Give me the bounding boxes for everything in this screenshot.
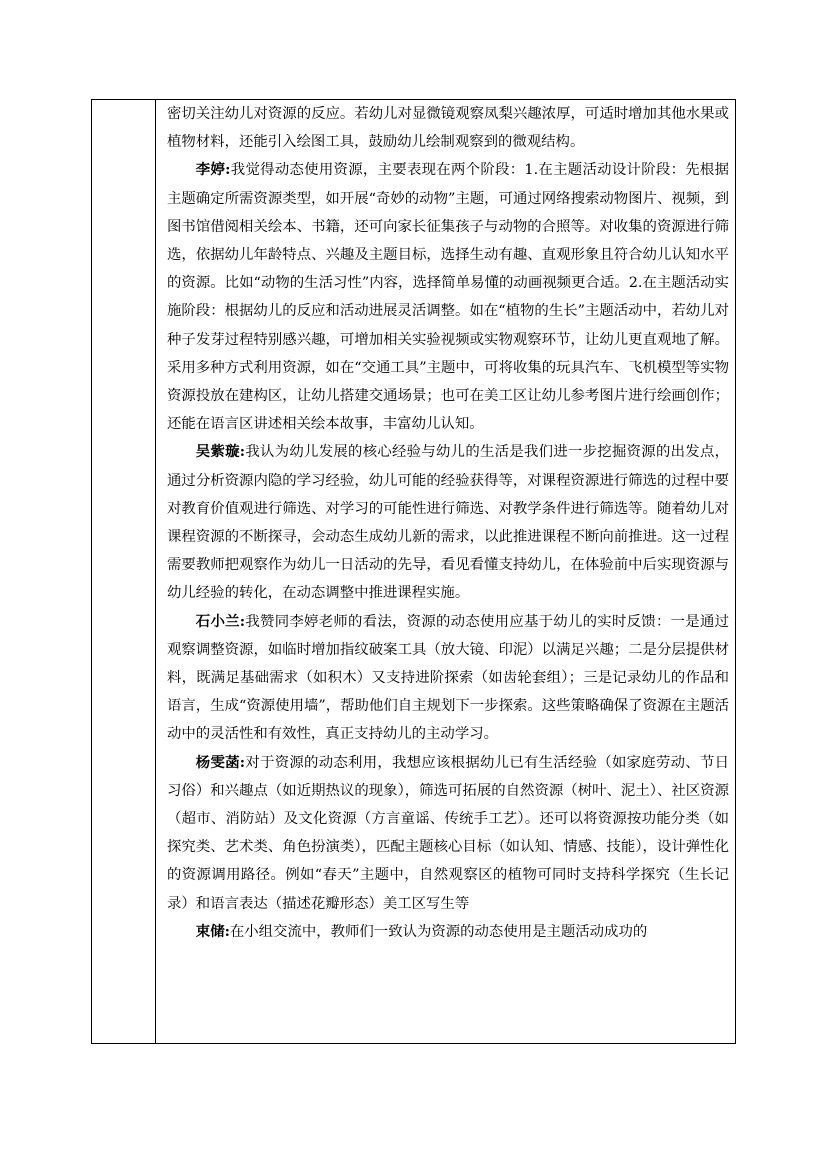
speaker-name: 李婷: <box>195 161 231 179</box>
paragraph-shi-xiaolan <box>167 608 729 749</box>
speaker-name: 石小兰: <box>195 612 246 630</box>
paragraph-continuation <box>167 100 729 156</box>
speaker-name: 杨雯菡: <box>195 753 246 771</box>
speaker-name: 吴紫璇: <box>195 443 246 461</box>
paragraph-text: 我觉得动态使用资源，主要表现在两个阶段：1.在主题活动设计阶段：先根据主题确定所需资源类型，如开展“奇妙的动物”主题，可通过网络搜索动物图片、视频，到图书馆借阅相关绘本、书籍，还可向家长征集孩子与动物的合照等。对收集的资源进行筛选，依据幼儿年龄特点、兴趣及主题目标，选择生动有趣、直观形象且符合幼儿认知水平的资源。比如“动物的生活习性”内容，选择简单易懂的动画视频更合适。2.在主题活动实施阶段：根据幼儿的反应和活动进展灵活调整。如在“植物的生长”主题活动中，若幼儿对种子发芽过程特别感兴趣，可增加相关实验视频或实物观察环节，让幼儿更直观地了解。采用多种方式利用资源，如在“交通工具”主题中，可将收集的玩具汽车、飞机模型等实物资源投放在建构区，让幼儿搭建交通场景；也可在美工区让幼儿参考图片进行绘画创作；还能在语言区讲述相关绘本故事，丰富幼儿认知。 <box>167 162 730 433</box>
paragraph-text: 密切关注幼儿对资源的反应。若幼儿对显微镜观察凤梨兴趣浓厚，可适时增加其他水果或植物材料，还能引入绘图工具，鼓励幼儿绘制观察到的微观结构。 <box>167 106 729 151</box>
discussion-table <box>91 99 736 1044</box>
table-left-column <box>92 100 156 1043</box>
paragraph-wu-zixuan <box>167 438 729 607</box>
paragraph-shu-chu <box>167 918 729 946</box>
paragraph-yang-wenhan <box>167 749 729 918</box>
paragraph-li-ting <box>167 156 729 438</box>
table-content-cell <box>157 100 735 1043</box>
paragraph-text: 对于资源的动态利用，我想应该根据幼儿已有生活经验（如家庭劳动、节日习俗）和兴趣点（如近期热议的现象），筛选可拓展的自然资源（树叶、泥土）、社区资源（超市、消防站）及文化资源（方言童谣、传统手工艺）。还可以将资源按功能分类（如探究类、艺术类、角色扮演类），匹配主题核心目标（如认知、情感、技能），设计弹性化的资源调用路径。例如“春天”主题中，自然观察区的植物可同时支持科学探究（生长记录）和语言表达（描述花瓣形态）美工区写生等 <box>167 754 729 912</box>
speaker-name: 束储: <box>195 922 230 940</box>
paragraph-text: 我赞同李婷老师的看法，资源的动态使用应基于幼儿的实时反馈：一是通过观察调整资源，如临时增加指纹破案工具（放大镜、印泥）以满足兴趣；二是分层提供材料，既满足基础需求（如积木）又支持进阶探索（如齿轮套组）；三是记录幼儿的作品和语言，生成“资源使用墙”，帮助他们自主规划下一步探索。这些策略确保了资源在主题活动中的灵活性和有效性，真正支持幼儿的主动学习。 <box>167 613 729 743</box>
paragraph-text: 我认为幼儿发展的核心经验与幼儿的生活是我们进一步挖掘资源的出发点，通过分析资源内隐的学习经验，幼儿可能的经验获得等，对课程资源进行筛选的过程中要对教育价值观进行筛选、对学习的可能性进行筛选、对教学条件进行筛选等。随着幼儿对课程资源的不断探寻，会动态生成幼儿新的需求，以此推进课程不断向前推进。这一过程需要教师把观察作为幼儿一日活动的先导，看见看懂支持幼儿，在体验前中后实现资源与幼儿经验的转化，在动态调整中推进课程实施。 <box>167 444 729 602</box>
paragraph-text: 在小组交流中，教师们一致认为资源的动态使用是主题活动成功的 <box>229 923 648 940</box>
